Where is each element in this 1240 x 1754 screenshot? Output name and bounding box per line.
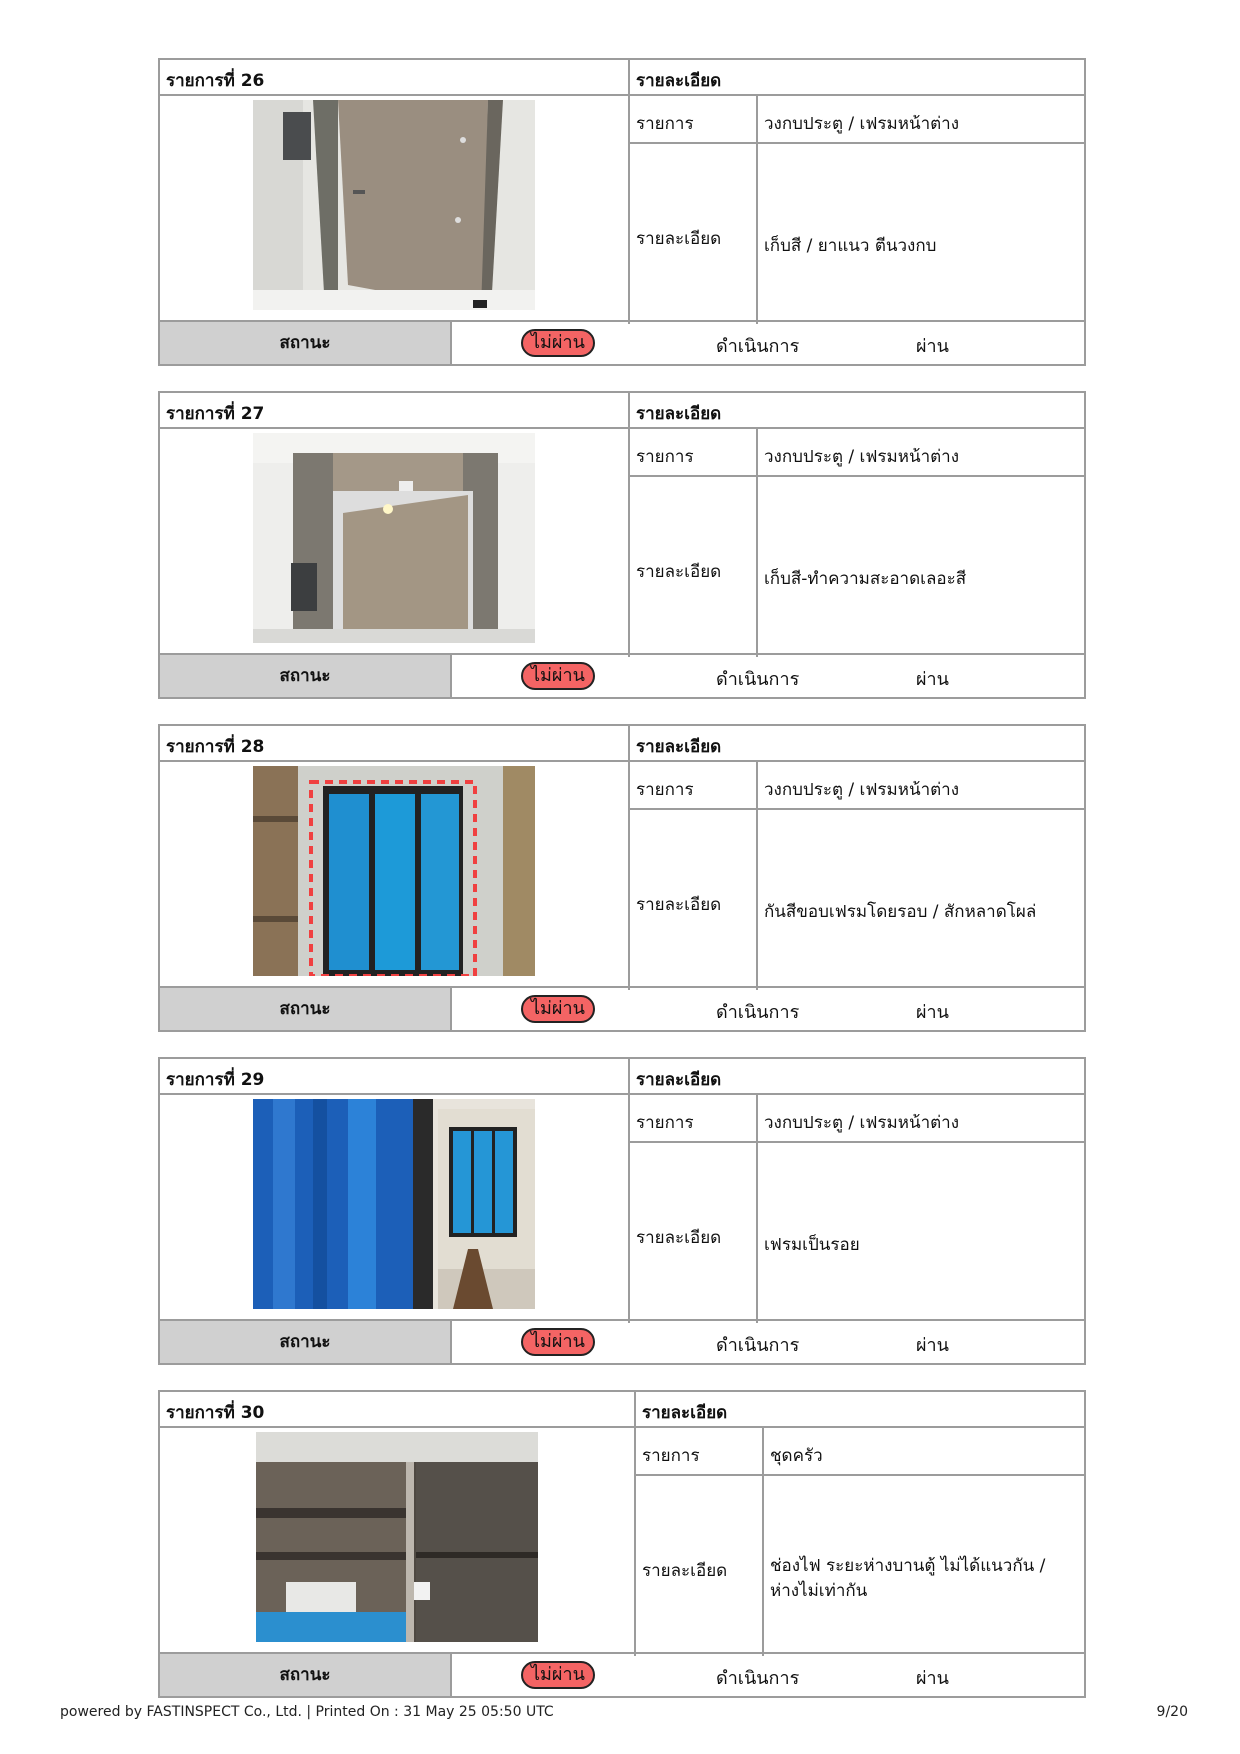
list-label: รายการ <box>642 1446 700 1466</box>
list-label: รายการ <box>636 447 694 467</box>
status-option-in-progress[interactable]: ดำเนินการ <box>716 1335 800 1356</box>
detail-value: เก็บสี / ยาแนว ตีนวงกบ <box>764 236 937 256</box>
detail-header: รายละเอียด <box>636 404 722 424</box>
status-option-in-progress[interactable]: ดำเนินการ <box>716 1668 800 1689</box>
status-row <box>160 653 1084 697</box>
item-photo <box>253 766 535 976</box>
status-row <box>160 986 1084 1030</box>
item-title: รายการที่ 27 <box>166 404 265 424</box>
detail-value: ช่องไฟ ระยะห่างบานตู้ ไม่ได้แนวกัน / ห่างไม่เท่ากัน <box>770 1556 1046 1601</box>
list-label: รายการ <box>636 114 694 134</box>
status-option-fail[interactable]: ไม่ผ่าน <box>521 995 595 1023</box>
status-option-in-progress[interactable]: ดำเนินการ <box>716 336 800 357</box>
list-label: รายการ <box>636 1113 694 1133</box>
list-value: วงกบประตู / เฟรมหน้าต่าง <box>764 1113 960 1133</box>
page-number: 9/20 <box>1156 1704 1188 1720</box>
status-label: สถานะ <box>160 655 452 697</box>
status-label: สถานะ <box>160 322 452 364</box>
status-option-pass[interactable]: ผ่าน <box>916 1002 949 1023</box>
list-label: รายการ <box>636 780 694 800</box>
item-title: รายการที่ 28 <box>166 737 265 757</box>
item-header <box>160 1059 1084 1095</box>
list-value: วงกบประตู / เฟรมหน้าต่าง <box>764 447 960 467</box>
status-option-pass[interactable]: ผ่าน <box>916 1668 949 1689</box>
detail-header: รายละเอียด <box>636 1070 722 1090</box>
status-option-pass[interactable]: ผ่าน <box>916 336 949 357</box>
status-option-pass[interactable]: ผ่าน <box>916 1335 949 1356</box>
item-title: รายการที่ 29 <box>166 1070 265 1090</box>
detail-header: รายละเอียด <box>642 1403 728 1423</box>
item-photo <box>253 433 535 643</box>
status-option-in-progress[interactable]: ดำเนินการ <box>716 1002 800 1023</box>
item-title: รายการที่ 26 <box>166 71 265 91</box>
status-option-in-progress[interactable]: ดำเนินการ <box>716 669 800 690</box>
status-label: สถานะ <box>160 988 452 1030</box>
detail-value: เก็บสี-ทำความสะอาดเลอะสี <box>764 569 967 589</box>
item-header <box>160 1392 1084 1428</box>
item-photo <box>253 1099 535 1309</box>
status-label: สถานะ <box>160 1654 452 1696</box>
detail-value: กันสีขอบเฟรมโดยรอบ / สักหลาดโผล่ <box>764 902 1037 922</box>
list-value: วงกบประตู / เฟรมหน้าต่าง <box>764 780 960 800</box>
inspection-item-29 <box>158 1057 1086 1365</box>
status-option-pass[interactable]: ผ่าน <box>916 669 949 690</box>
list-value: ชุดครัว <box>770 1446 823 1466</box>
item-title: รายการที่ 30 <box>166 1403 265 1423</box>
detail-label: รายละเอียด <box>636 1228 722 1248</box>
detail-header: รายละเอียด <box>636 71 722 91</box>
status-row <box>160 320 1084 364</box>
status-option-fail[interactable]: ไม่ผ่าน <box>521 1661 595 1689</box>
status-option-fail[interactable]: ไม่ผ่าน <box>521 662 595 690</box>
item-header <box>160 726 1084 762</box>
status-label: สถานะ <box>160 1321 452 1363</box>
inspection-item-30 <box>158 1390 1086 1698</box>
inspection-item-26 <box>158 58 1086 366</box>
detail-label: รายละเอียด <box>636 562 722 582</box>
item-header <box>160 393 1084 429</box>
inspection-item-28 <box>158 724 1086 1032</box>
item-photo <box>256 1432 538 1642</box>
list-value: วงกบประตู / เฟรมหน้าต่าง <box>764 114 960 134</box>
inspection-item-27 <box>158 391 1086 699</box>
detail-label: รายละเอียด <box>636 895 722 915</box>
footer-credit: powered by FASTINSPECT Co., Ltd. | Printed On : 31 May 25 05:50 UTC <box>60 1704 554 1720</box>
status-option-fail[interactable]: ไม่ผ่าน <box>521 329 595 357</box>
item-photo <box>253 100 535 310</box>
detail-label: รายละเอียด <box>636 229 722 249</box>
detail-label: รายละเอียด <box>642 1561 728 1581</box>
status-option-fail[interactable]: ไม่ผ่าน <box>521 1328 595 1356</box>
status-row <box>160 1319 1084 1363</box>
item-header <box>160 60 1084 96</box>
detail-value: เฟรมเป็นรอย <box>764 1235 860 1255</box>
status-row <box>160 1652 1084 1696</box>
detail-header: รายละเอียด <box>636 737 722 757</box>
